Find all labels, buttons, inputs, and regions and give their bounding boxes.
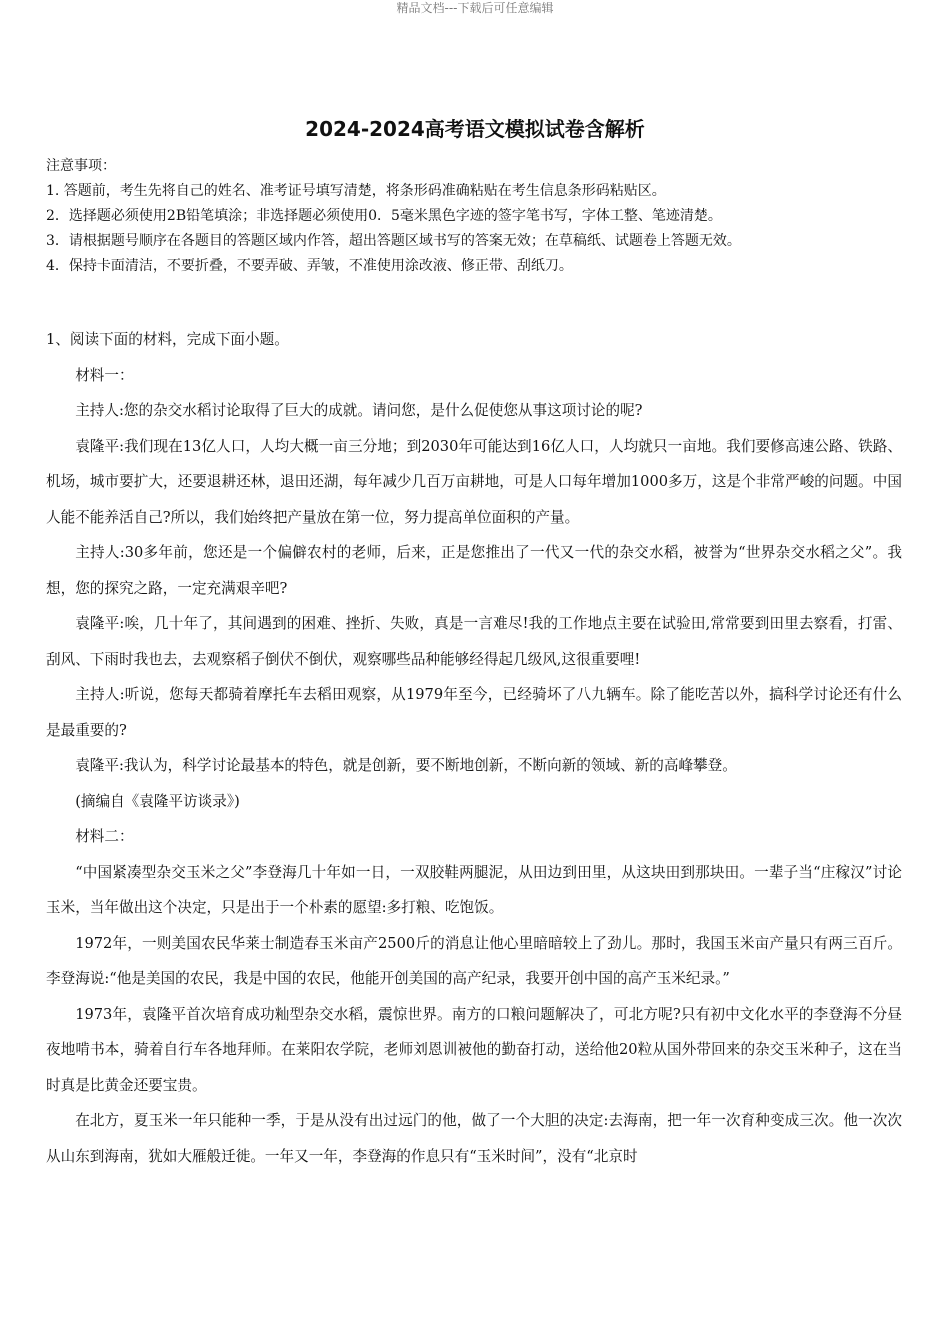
notice-item-4: 4．保持卡面清洁，不要折叠，不要弄破、弄皱，不准使用涂改液、修正带、刮纸刀。 — [46, 258, 573, 274]
source-citation: (摘编自《袁隆平访谈录》) — [75, 792, 240, 810]
paragraph: 1972年，一则美国农民华莱士制造春玉米亩产2500斤的消息让他心里暗暗较上了劲儿。那时，我国玉米亩产量只有两三百斤。李登海说:“他是美国的农民，我是中国的农民，他能开创美国的高产纪录，我要开创中国的高产玉米纪录。” — [46, 934, 902, 987]
material-two-label: 材料二： — [75, 828, 134, 845]
paragraph: 主持人:30多年前，您还是一个偏僻农村的老师，后来，正是您推出了一代又一代的杂交水稻，被誉为“世界杂交水稻之父”。我想，您的探究之路，一定充满艰辛吧? — [46, 544, 902, 597]
notice-item-2: 2．选择题必须使用2B铅笔填涂；非选择题必须使用0．5毫米黑色字迹的签字笔书写，字体工整、笔迹清楚。 — [46, 208, 722, 224]
paragraph: “中国紧凑型杂交玉米之父”李登海几十年如一日，一双胶鞋两腿泥，从田边到田里，从这块田到那块田。一辈子当“庄稼汉”讨论玉米，当年做出这个决定，只是出于一个朴素的愿望:多打粮、吃饱饭。 — [46, 863, 902, 916]
paragraph: 在北方，夏玉米一年只能种一季，于是从没有出过远门的他，做了一个大胆的决定:去海南，把一年一次育种变成三次。他一次次从山东到海南，犹如大雁般迁徙。一年又一年，李登海的作息只有“玉米时间”，没有“北京时 — [46, 1112, 902, 1165]
material-one-label: 材料一： — [75, 366, 134, 384]
notice-item-3: 3．请根据题号顺序在各题目的答题区域内作答，超出答题区域书写的答案无效；在草稿纸、试题卷上答题无效。 — [46, 233, 741, 249]
question-content — [46, 322, 902, 1174]
paragraph: 主持人:听说，您每天都骑着摩托车去稻田观察，从1979年至今，已经骑坏了八九辆车。除了能吃苦以外，搞科学讨论还有什么是最重要的? — [46, 686, 902, 739]
notice-item-1: 1. 答题前，考生先将自己的姓名、准考证号填写清楚，将条形码准确粘贴在考生信息条形码粘贴区。 — [46, 183, 666, 199]
page-header-note: 精品文档---下载后可任意编辑 — [396, 1, 554, 15]
paragraph: 袁隆平:我们现在13亿人口，人均大概一亩三分地；到2030年可能达到16亿人口，人均就只一亩地。我们要修高速公路、铁路、机场，城市要扩大，还要退耕还林，退田还湖，每年减少几百万亩耕地，可是人口每年增加1000多万，这是个非常严峻的问题。中国人能不能养活自己?所以，我们始终把产量放在第一位，努力提高单位面积的产量。 — [46, 437, 902, 526]
notice-section — [46, 154, 916, 279]
paragraph: 袁隆平:唉，几十年了，其间遇到的困难、挫折、失败，真是一言难尽!我的工作地点主要在试验田,常常要到田里去察看，打雷、刮风、下雨时我也去，去观察稻子倒伏不倒伏，观察哪些品种能够经得起几级风,这很重要哩! — [46, 615, 902, 668]
question-intro: 1、阅读下面的材料，完成下面小题。 — [46, 331, 289, 348]
paragraph: 袁隆平:我认为，科学讨论最基本的特色，就是创新，要不断地创新，不断向新的领域、新的高峰攀登。 — [75, 757, 737, 774]
notice-heading: 注意事项： — [46, 158, 116, 174]
paragraph: 1973年，袁隆平首次培育成功籼型杂交水稻，震惊世界。南方的口粮问题解决了，可北方呢?只有初中文化水平的李登海不分昼夜地啃书本，骑着自行车各地拜师。在莱阳农学院，老师刘恩训被他的勤奋打动，送给他20粒从国外带回来的杂交玉米种子，这在当时真是比黄金还要宝贵。 — [46, 1005, 902, 1094]
document-title: 2024-2024高考语文模拟试卷含解析 — [305, 117, 645, 141]
paragraph: 主持人:您的杂交水稻讨论取得了巨大的成就。请问您，是什么促使您从事这项讨论的呢? — [75, 402, 643, 419]
